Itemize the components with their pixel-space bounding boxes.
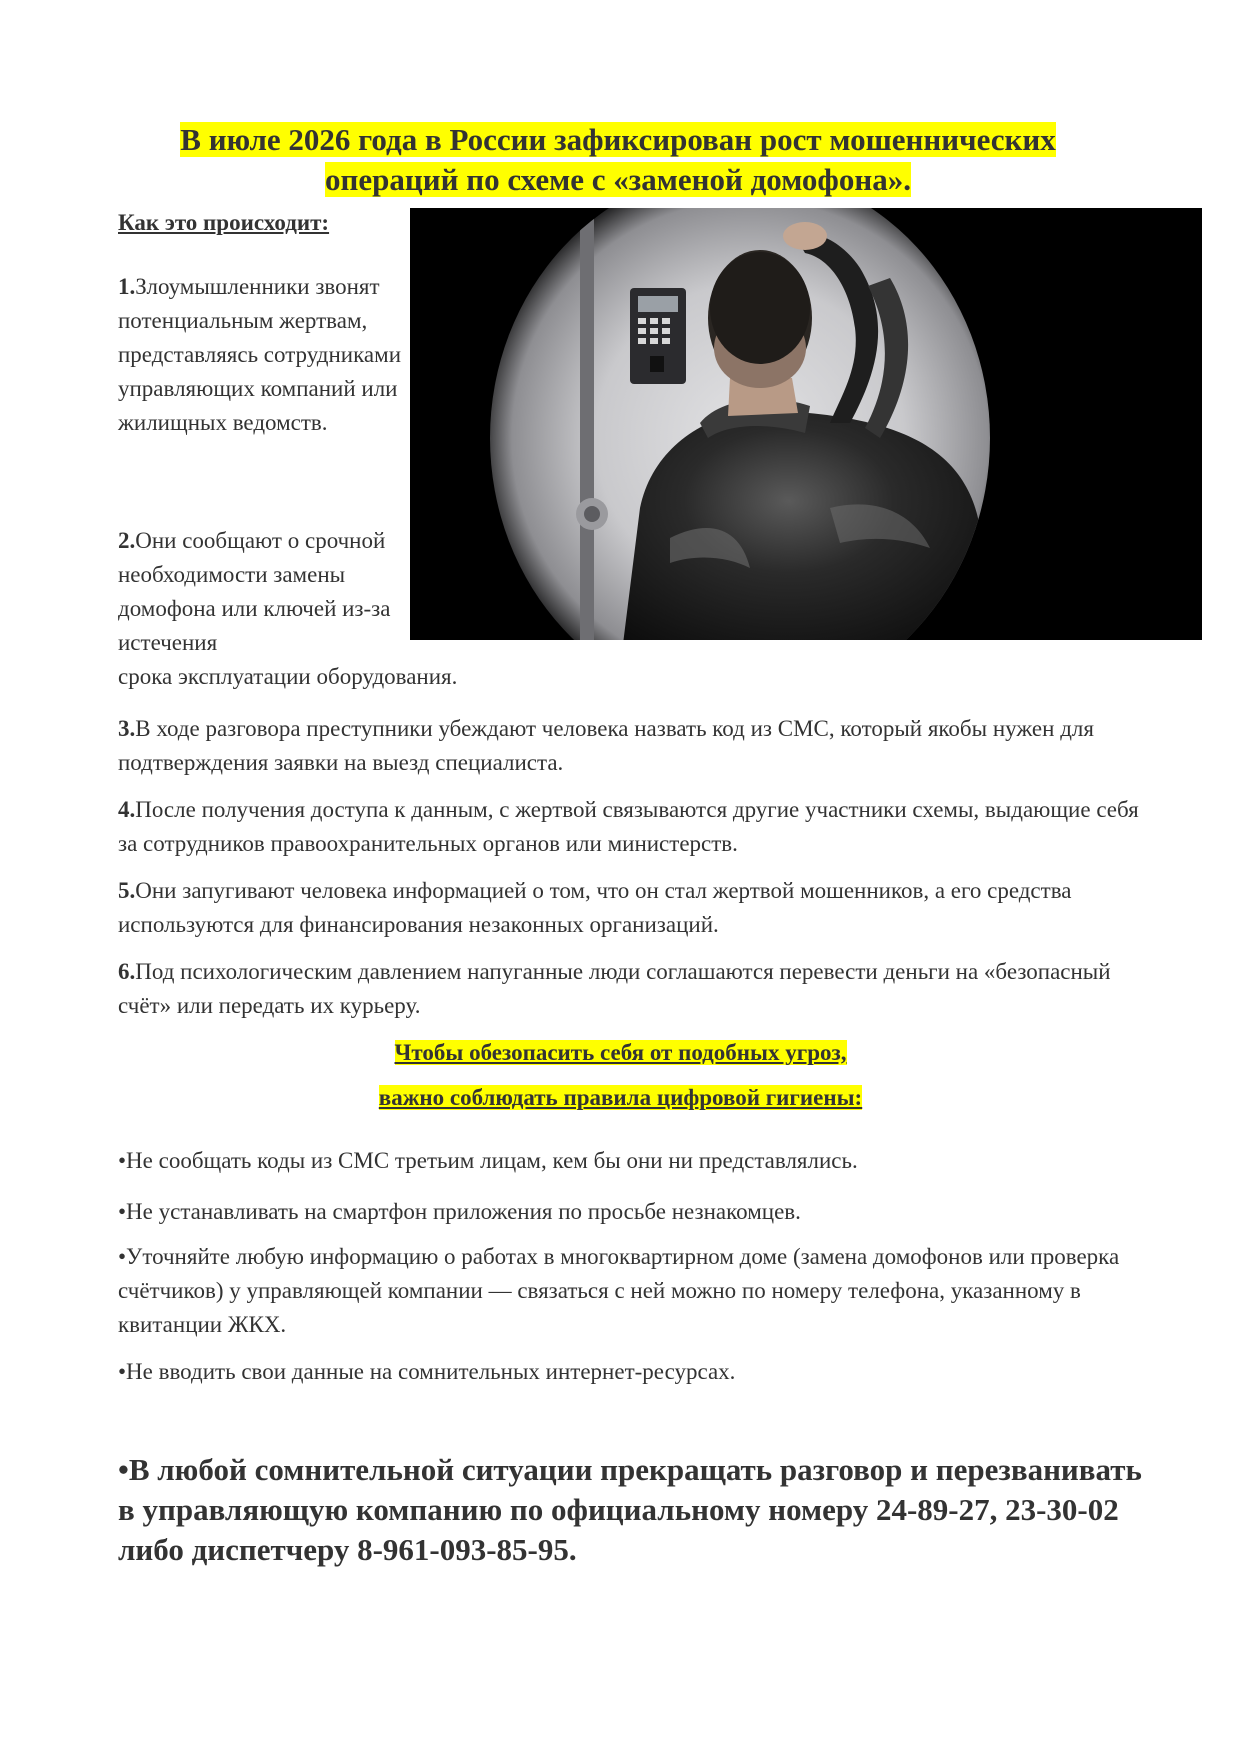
step-4-number: 4. — [118, 797, 136, 822]
hygiene-heading-text-1: Чтобы обезопасить себя от подобных угроз, — [394, 1040, 847, 1065]
step-6 — [118, 955, 1148, 1023]
step-6-text: Под психологическим давлением напуганные люди соглашаются перевести деньги на «безопасный счёт» или передать их курьеру. — [118, 959, 1111, 1018]
step-2 — [118, 524, 678, 694]
rule-item: •Не сообщать коды из СМС третьим лицам, кем бы они ни представлялись. — [118, 1148, 858, 1173]
step-2-number: 2. — [118, 528, 136, 553]
hygiene-heading-line-2 — [118, 1085, 1123, 1111]
step-5-number: 5. — [118, 878, 136, 903]
rule-item: •Не вводить свои данные на сомнительных интернет-ресурсах. — [118, 1359, 736, 1384]
title-line-1: В июле 2026 года в России зафиксирован рост мошеннических — [180, 122, 1056, 157]
final-contact-note: •В любой сомнительной ситуации прекращать разговор и перезванивать в управляющую компанию по официальному номеру 24-89-27, 23-30-02 либо диспетчеру 8-961-093-85-95. — [118, 1452, 1142, 1567]
rule-item: •Уточняйте любую информацию о работах в многоквартирном доме (замена домофонов или проверка счётчиков) у управляющей компании — связаться с ней можно по номеру телефона, указанному в квитанции ЖКХ. — [118, 1244, 1120, 1337]
step-1-number: 1. — [118, 274, 136, 299]
step-1-text: Злоумышленники звонят потенциальным жертвам, представляясь сотрудниками управляющих компаний или жилищных ведомств. — [118, 274, 402, 435]
step-3 — [118, 712, 1148, 780]
step-2-text-a: Они сообщают о срочной необходимости замены домофона или ключей из-за истечения — [118, 528, 391, 655]
step-4 — [118, 793, 1148, 861]
step-2-wrapped-part — [118, 524, 408, 660]
hygiene-heading-text-2: важно соблюдать правила цифровой гигиены: — [378, 1085, 863, 1110]
step-1 — [118, 270, 408, 440]
how-it-happens-heading: Как это происходит: — [118, 210, 330, 235]
step-3-number: 3. — [118, 716, 136, 741]
step-5-text: Они запугивают человека информацией о том, что он стал жертвой мошенников, а его средства используются для финансирования незаконных организаций. — [118, 878, 1072, 937]
step-4-text: После получения доступа к данным, с жертвой связываются другие участники схемы, выдающие себя за сотрудников правоохранительных органов или министерств. — [118, 797, 1139, 856]
hygiene-heading-line-1 — [118, 1040, 1123, 1066]
step-6-number: 6. — [118, 959, 136, 984]
title-line-2: операций по схеме с «заменой домофона». — [325, 162, 911, 197]
step-2-text-b: срока эксплуатации оборудования. — [118, 664, 458, 689]
page-title — [118, 120, 1118, 200]
rule-item: •Не устанавливать на смартфон приложения по просьбе незнакомцев. — [118, 1199, 801, 1224]
step-5 — [118, 874, 1148, 942]
step-3-text: В ходе разговора преступники убеждают человека назвать код из СМС, который якобы нужен для подтверждения заявки на выезд специалиста. — [118, 716, 1094, 775]
